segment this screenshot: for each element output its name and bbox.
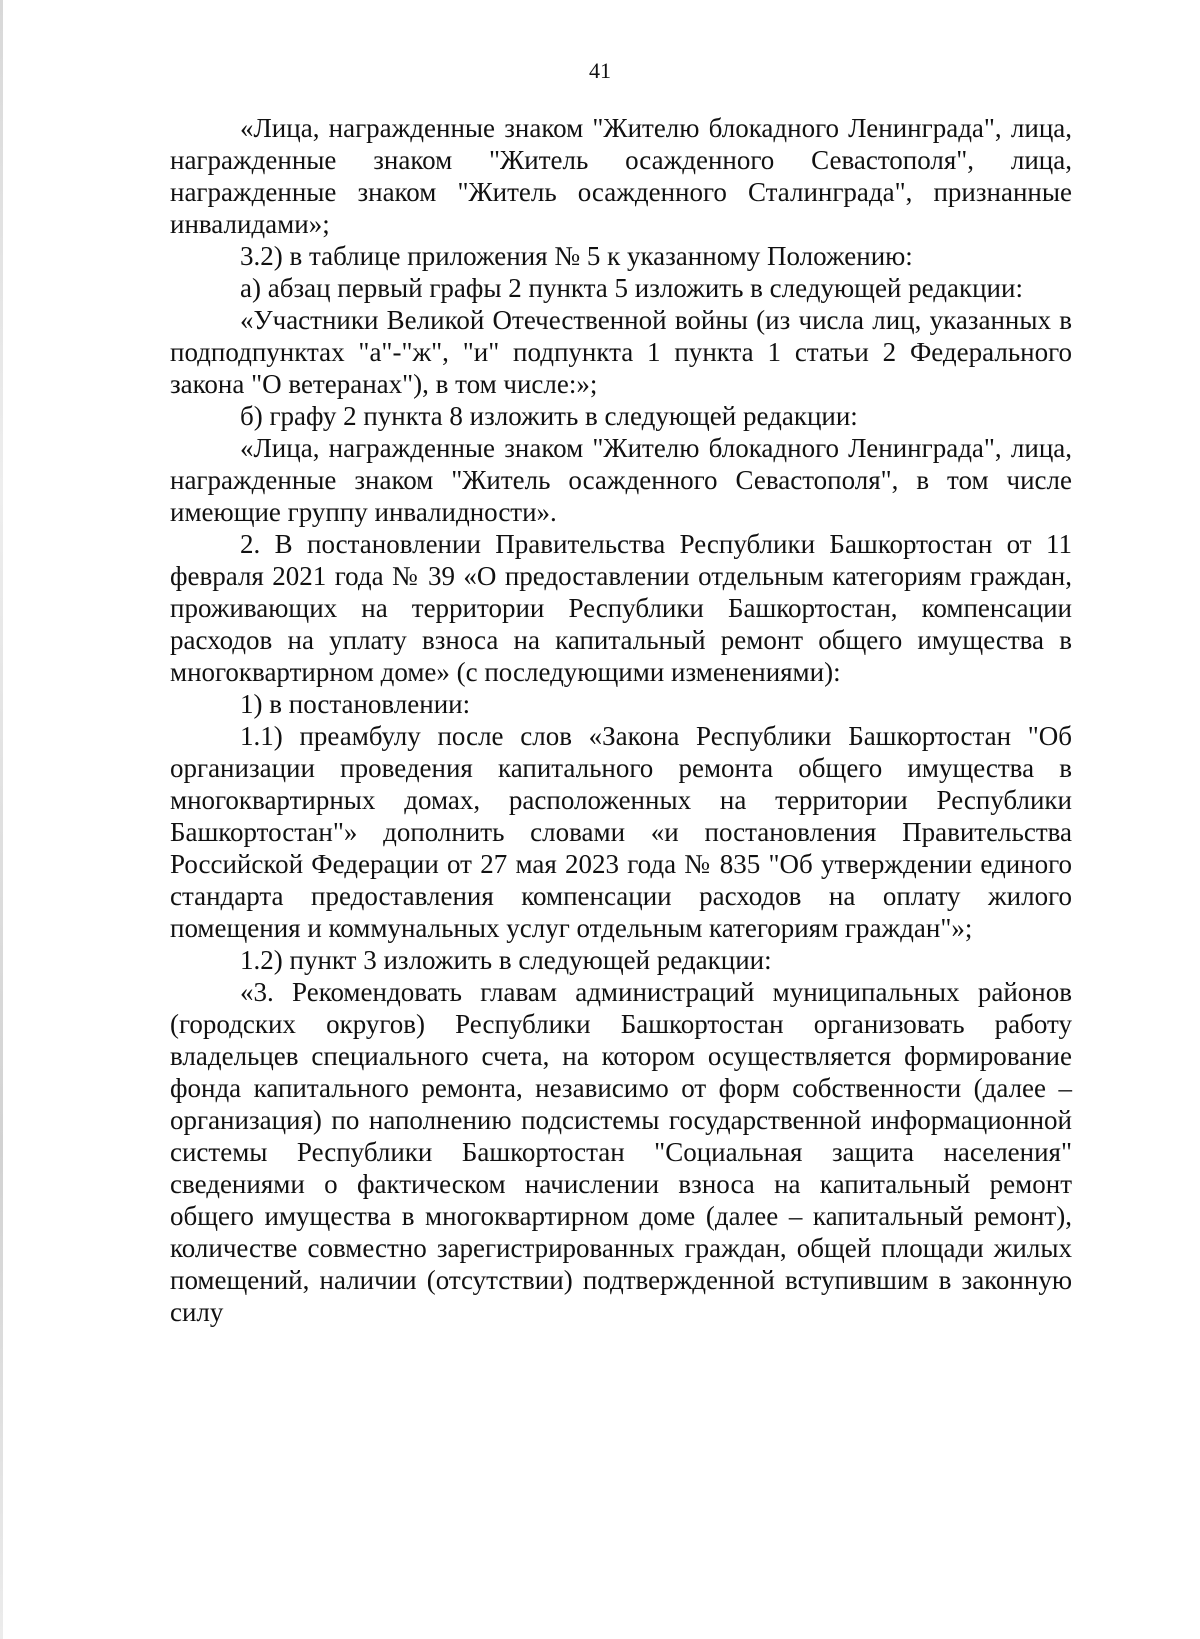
paragraph-subitem-a: а) абзац первый графы 2 пункта 5 изложить в следующей редакции: xyxy=(240,273,1023,303)
paragraph-quote-leningrad-sevastopol-stalingrad: «Лица, награжденные знаком "Жителю блокадного Ленинграда", лица, награжденные знаком "Житель осажденного Севастополя", лица, награжденные знаком "Житель осажденного Сталинграда", признанные инвалидами»; xyxy=(170,113,1072,239)
paragraph-quote-item-3: «3. Рекомендовать главам администраций муниципальных районов (городских округов) Республики Башкортостан организовать работу владельцев специального счета, на котором осуществляется формирование фонда капитального ремонта, независимо от форм собственности (далее – организация) по наполнению подсистемы государственной информационной системы Республики Башкортостан "Социальная защита населения" сведениями о фактическом начислении взноса на капитальный ремонт общего имущества в многоквартирном доме (далее – капитальный ремонт), количестве совместно зарегистрированных граждан, общей площади жилых помещений, наличии (отсутствии) подтвержденной вступившим в законную силу xyxy=(170,977,1072,1327)
paragraph-item-2: 2. В постановлении Правительства Республики Башкортостан от 11 февраля 2021 года № 39 «О предоставлении отдельным категориям граждан, проживающих на территории Республики Башкортостан, компенсации расходов на уплату взноса на капитальный ремонт общего имущества в многоквартирном доме» (с последующими изменениями): xyxy=(170,529,1072,687)
paragraph-subitem-b: б) графу 2 пункта 8 изложить в следующей редакции: xyxy=(240,401,858,431)
paragraph-quote-leningrad-sevastopol: «Лица, награжденные знаком "Жителю блокадного Ленинграда", лица, награжденные знаком "Житель осажденного Севастополя", в том числе имеющие группу инвалидности». xyxy=(170,433,1072,527)
paragraph-quote-war-participants: «Участники Великой Отечественной войны (из числа лиц, указанных в подподпунктах "а"-"ж", "и" подпункта 1 пункта 1 статьи 2 Федерального закона "О ветеранах"), в том числе:»; xyxy=(170,305,1072,399)
paragraph-item-3-2: 3.2) в таблице приложения № 5 к указанному Положению: xyxy=(240,241,913,271)
document-body xyxy=(170,112,1072,1328)
paragraph-item-1: 1) в постановлении: xyxy=(240,689,471,719)
paragraph-item-1-1: 1.1) преамбулу после слов «Закона Республики Башкортостан "Об организации проведения капитального ремонта общего имущества в многоквартирных домах, расположенных на территории Республики Башкортостан"» дополнить словами «и постановления Правительства Российской Федерации от 27 мая 2023 года № 835 "Об утверждении единого стандарта предоставления компенсации расходов на оплату жилого помещения и коммунальных услуг отдельным категориям граждан"»; xyxy=(170,721,1072,943)
scan-edge xyxy=(0,0,3,1639)
page-number: 41 xyxy=(589,58,611,83)
paragraph-item-1-2: 1.2) пункт 3 изложить в следующей редакции: xyxy=(240,945,772,975)
